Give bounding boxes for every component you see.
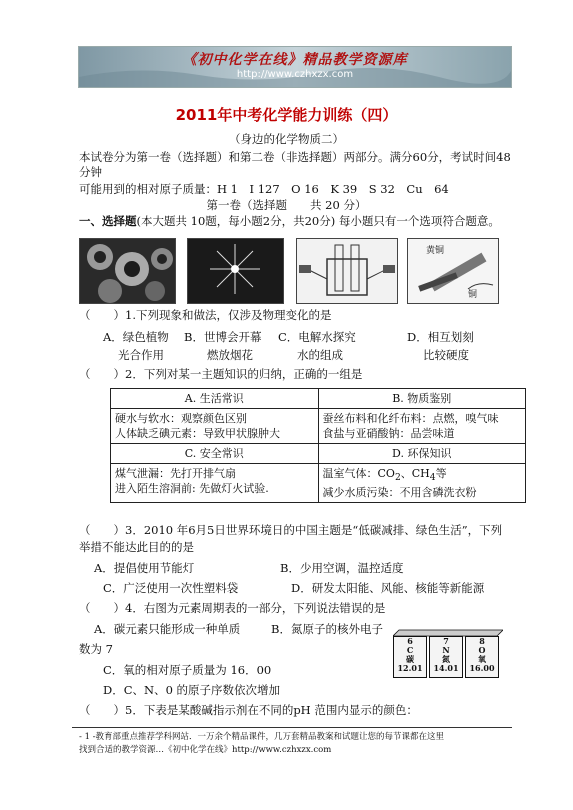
sunflower-image bbox=[79, 238, 176, 304]
page-subtitle: （身边的化学物质二） bbox=[229, 132, 344, 146]
element-o-number: 8 bbox=[479, 636, 485, 646]
q2-d-sub-4: 4 bbox=[429, 472, 436, 484]
q2-b-line1: 蚕丝布料和化纤布料：点燃，嗅气味 bbox=[322, 412, 499, 425]
q3-stem: （ ）3．2010 年6月5日世界环境日的中国主题是“低碳减排、绿色生活”，下列 bbox=[79, 523, 503, 537]
q1-option-d: D．相互划刻 bbox=[407, 330, 474, 344]
q1-option-a-cont: 光合作用 bbox=[118, 348, 164, 362]
q3-stem-cont: 举措不能达此目的的是 bbox=[79, 540, 194, 554]
q1-stem: （ ）1.下列现象和做法，仅涉及物理变化的是 bbox=[79, 308, 332, 322]
q2-head-b: B. 物质鉴别 bbox=[318, 389, 526, 409]
q2-d-line1-mid: 、CH bbox=[400, 467, 430, 480]
q2-a-line1: 硬水与软水：观察颜色区别 bbox=[115, 412, 247, 425]
site-banner bbox=[78, 46, 512, 88]
page-title: 2011年中考化学能力训练（四） bbox=[175, 106, 398, 124]
q2-d-line1-suffix: 等 bbox=[435, 467, 447, 480]
q1-option-a: A．绿色植物 bbox=[103, 330, 169, 344]
q2-cell-b bbox=[318, 409, 526, 444]
cell-3d-top bbox=[393, 628, 503, 638]
periodic-table-fragment bbox=[393, 628, 503, 678]
q2-d-line1 bbox=[323, 466, 522, 485]
element-o-symbol: O bbox=[478, 645, 486, 655]
brass-copper-scratch-image bbox=[407, 238, 499, 304]
q2-cell-c bbox=[111, 464, 319, 503]
banner-title: 《初中化学在线》精品教学资源库 bbox=[182, 52, 408, 68]
q2-c-line2: 进入陌生溶洞前: 先做灯火试验. bbox=[115, 482, 269, 495]
element-n-mass: 14.01 bbox=[433, 663, 459, 673]
q3-option-d: D．研发太阳能、风能、核能等新能源 bbox=[291, 581, 485, 595]
element-cell-o bbox=[465, 636, 499, 678]
q2-head-d: D. 环保知识 bbox=[318, 444, 526, 464]
section1-header: 第一卷（选择题 共 20 分） bbox=[206, 198, 367, 212]
q4-option-b-cont: 数为 7 bbox=[79, 642, 113, 656]
element-o-name: 氧 bbox=[478, 654, 486, 664]
footer-rule bbox=[72, 727, 512, 728]
intro-line-2: 分钟 bbox=[79, 165, 102, 179]
element-o-mass: 16.00 bbox=[469, 663, 495, 673]
q4-option-c: C．氧的相对原子质量为 16．00 bbox=[103, 663, 272, 677]
part1-rest: (本大题共 10题，每小题2分，共20分) 每小题只有一个选项符合题意。 bbox=[136, 214, 500, 228]
element-c-mass: 12.01 bbox=[397, 663, 423, 673]
fireworks-image bbox=[187, 238, 284, 304]
footer-line-2: 找到合适的教学资源…《初中化学在线》http://www.czhxzx.com bbox=[79, 745, 332, 755]
copper-label: 铜 bbox=[468, 290, 478, 300]
q1-option-b-cont: 燃放烟花 bbox=[207, 348, 253, 362]
q3-option-c: C．广泛使用一次性塑料袋 bbox=[103, 581, 239, 595]
brass-label: 黄铜 bbox=[426, 246, 445, 256]
q5-stem: （ ）5．下表是某酸碱指示剂在不同的pH 范围内显示的颜色： bbox=[79, 703, 418, 717]
element-cell-c bbox=[393, 636, 427, 678]
q4-stem: （ ）4．右图为元素周期表的一部分，下列说法错误的是 bbox=[79, 601, 386, 615]
q2-b-line2: 食盐与亚硝酸钠：品尝味道 bbox=[322, 427, 455, 440]
banner-url: http://www.czhxzx.com bbox=[236, 69, 354, 80]
element-c-number: 6 bbox=[407, 636, 413, 646]
q2-cell-a bbox=[111, 409, 319, 444]
q2-a-line2: 人体缺乏碘元素：导致甲状腺肿大 bbox=[115, 427, 280, 440]
q1-option-c: C．电解水探究 bbox=[278, 330, 356, 344]
part1-instructions bbox=[79, 214, 500, 229]
q2-head-c: C. 安全常识 bbox=[111, 444, 319, 464]
q2-cell-d bbox=[318, 464, 526, 503]
q2-knowledge-table bbox=[110, 388, 526, 503]
q2-d-sub-2: 2 bbox=[394, 472, 401, 484]
q4-option-d: D．C、N、0 的原子序数依次增加 bbox=[103, 683, 281, 697]
q2-d-line2: 减少水质污染：不用含磷洗衣粉 bbox=[322, 486, 477, 500]
q2-stem: （ ）2．下列对某一主题知识的归纳，正确的一组是 bbox=[79, 367, 363, 381]
electrolysis-apparatus-image bbox=[296, 238, 398, 304]
q1-option-b: B．世博会开幕 bbox=[184, 330, 262, 344]
atomic-masses: 可能用到的相对原子质量：H 1 I 127 O 16 K 39 S 32 Cu 64 bbox=[79, 182, 449, 196]
part1-label: 一、选择题 bbox=[79, 214, 137, 228]
q2-d-line1-prefix: 温室气体：CO bbox=[322, 467, 395, 480]
q1-option-d-cont: 比较硬度 bbox=[423, 348, 469, 362]
element-n-symbol: N bbox=[442, 645, 450, 655]
q4-option-a: A．碳元素只能形成一种单质 bbox=[94, 622, 241, 636]
intro-line-1: 本试卷分为第一卷（选择题）和第二卷（非选择题）两部分。满分60分，考试时间48 bbox=[79, 150, 511, 164]
q3-option-a: A．提倡使用节能灯 bbox=[94, 561, 195, 575]
element-cell-n bbox=[429, 636, 463, 678]
element-n-number: 7 bbox=[443, 636, 449, 646]
element-n-name: 氮 bbox=[442, 654, 450, 664]
q2-head-a: A. 生活常识 bbox=[111, 389, 319, 409]
q4-option-b: B．氮原子的核外电子 bbox=[271, 622, 383, 636]
q1-option-c-cont: 水的组成 bbox=[297, 348, 343, 362]
footer-line-1: - 1 -教育部重点推荐学科网站．一万余个精品课件，几万套精品教案和试题让您的每节课都在这里 bbox=[79, 732, 445, 742]
element-c-symbol: C bbox=[406, 645, 414, 655]
q2-c-line1: 煤气泄漏：先打开排气扇 bbox=[115, 467, 236, 480]
q3-option-b: B．少用空调，温控适度 bbox=[280, 561, 404, 575]
element-c-name: 碳 bbox=[406, 654, 414, 664]
